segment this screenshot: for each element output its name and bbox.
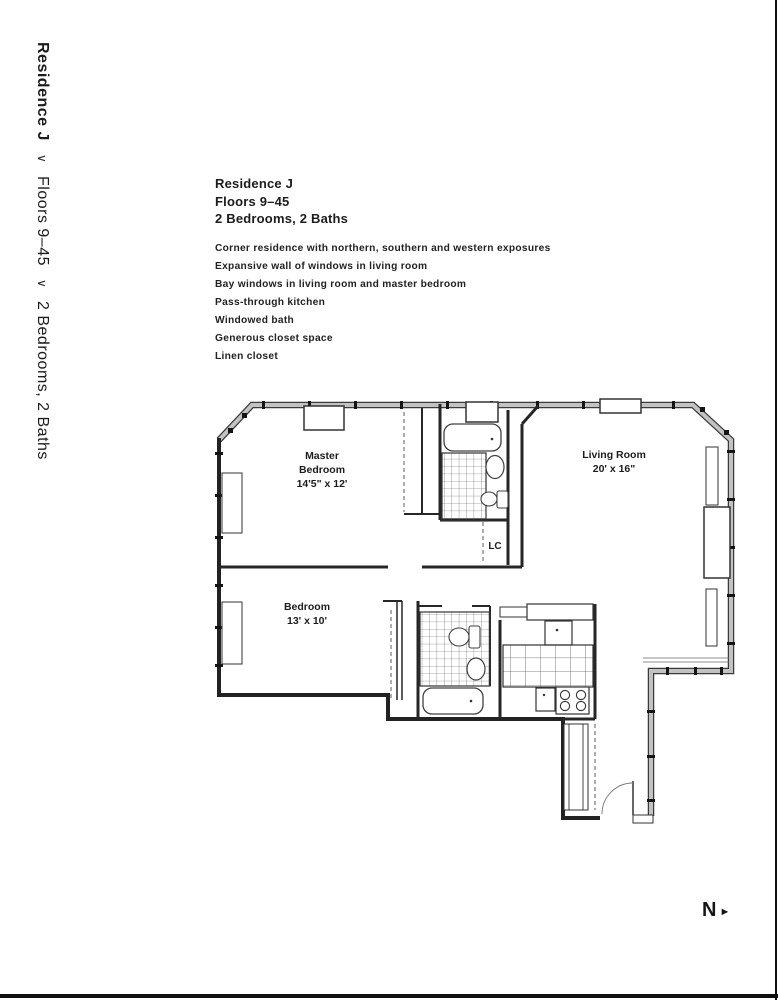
feature-item: Expansive wall of windows in living room	[215, 261, 428, 272]
toilet-tank	[469, 626, 480, 648]
feature-item: Pass-through kitchen	[215, 297, 326, 308]
feature-list	[215, 240, 551, 366]
linen-closet-label: LC	[488, 541, 502, 552]
living-room-dims: 20' x 16"	[592, 463, 636, 475]
sink	[486, 456, 504, 479]
feature-item: Corner residence with northern, southern and western exposures	[215, 243, 551, 254]
residence-title: Residence J	[215, 176, 294, 191]
closet-dashed-lines	[391, 412, 595, 810]
exterior-walls	[219, 405, 731, 823]
room-labels	[284, 449, 646, 627]
burner	[560, 701, 569, 710]
feature-item: Linen closet	[215, 351, 279, 362]
master-bath	[442, 424, 508, 521]
burner	[576, 690, 585, 699]
north-compass	[702, 899, 730, 922]
north-label: N	[702, 899, 717, 921]
right-edge-bar	[775, 0, 777, 1000]
burner	[560, 690, 569, 699]
master-bedroom-label: Master	[305, 450, 339, 462]
toilet-bowl	[481, 492, 497, 506]
bathtub	[423, 688, 483, 714]
bottom-edge-bar	[0, 994, 778, 998]
foyer-closet	[564, 724, 588, 810]
feature-item: Windowed bath	[215, 315, 295, 326]
second-bath	[420, 612, 490, 714]
master-bedroom-label: Bedroom	[298, 464, 346, 476]
window-ticks	[215, 401, 735, 802]
vertical-sidebar	[33, 42, 51, 460]
upper-cabinets	[527, 604, 593, 620]
beds-baths-line: 2 Bedrooms, 2 Baths	[215, 211, 349, 226]
bath-tile-floor	[420, 612, 490, 686]
bay-windows-and-seats	[222, 399, 730, 664]
toilet-bowl	[449, 628, 469, 646]
bedroom-dims: 13' x 10'	[286, 615, 328, 627]
feature-item: Bay windows in living room and master bedroom	[215, 279, 467, 290]
pass-through-counter	[500, 607, 527, 617]
chevron-separator-icon: ∨	[35, 153, 49, 164]
chevron-separator-icon: ∨	[35, 279, 49, 289]
kitchen-counter	[503, 645, 593, 687]
entry-door-swing-arc	[602, 783, 633, 814]
toilet-tank	[497, 491, 508, 508]
bathtub	[444, 424, 501, 451]
sidebar-floors-label: Floors 9–45	[34, 176, 51, 267]
foyer	[564, 724, 653, 823]
feature-item: Generous closet space	[215, 333, 333, 344]
sidebar-residence-title: Residence J	[34, 42, 51, 141]
dishwasher	[536, 688, 555, 711]
floors-line: Floors 9–45	[215, 193, 290, 209]
kitchen	[500, 604, 593, 714]
kitchen-sink	[545, 621, 572, 645]
sidebar-beds-label: 2 Bedrooms, 2 Baths	[34, 301, 51, 461]
bedroom-label: Bedroom	[283, 601, 331, 613]
stove	[556, 687, 589, 714]
sink	[467, 658, 485, 680]
entry-threshold	[633, 815, 653, 823]
interior-walls	[219, 404, 595, 719]
bath-tile-floor	[442, 453, 486, 521]
burner	[576, 701, 585, 710]
living-room-label: Living Room	[582, 449, 646, 461]
north-arrow-icon: ►	[719, 905, 731, 918]
master-bedroom-dims: 14'5" x 12'	[296, 478, 348, 490]
residence-header	[215, 175, 348, 228]
